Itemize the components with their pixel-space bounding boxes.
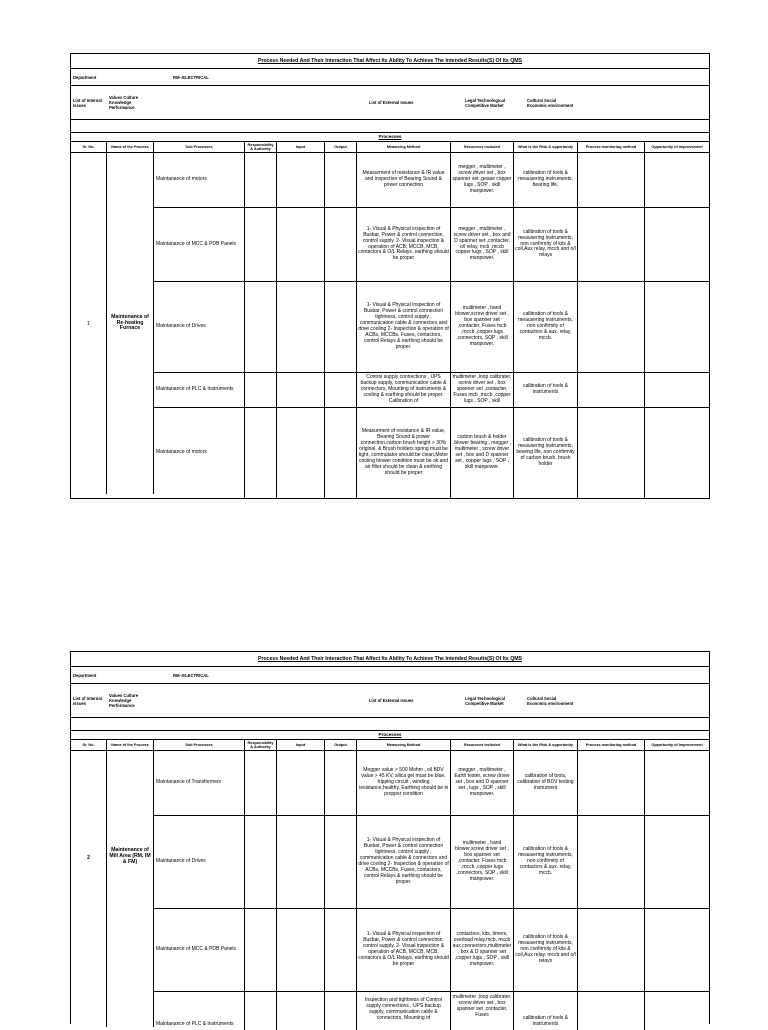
table-row [154,208,709,282]
sheet-1 [70,53,710,499]
header-risk: What is the Risk & oppertunity [514,740,578,750]
header-resources: Resources Included [451,740,514,750]
processes-text: Processes [378,134,402,139]
resp-cell [245,373,277,407]
external-issues-col2: Cultural Social Economic environment [527,97,574,108]
monitoring-cell [578,992,645,1030]
processes-text: Processes [378,732,402,737]
department-label: Department [73,672,97,678]
opportunity-cell [645,816,709,908]
header-measuring: Measuring Method [357,142,451,152]
sub-process: Maintanance of PLC & Instruments [154,373,245,407]
resp-cell [245,153,277,207]
table-row [154,153,709,208]
output-cell [325,208,357,281]
blank-row [71,718,709,731]
sub-process: Maintanance of MCC & PDB Panels [154,208,245,281]
input-cell [277,153,325,207]
measuring-method: 1- Visual & Physical inspection of Busbar, Power & control connection tightness, control supply , communication cable & connectors and drive cooling 2- Inspection & operation of ACBs, MCCBs, Fuses, contactors, control Relays & earthing should be proper. [357,816,451,908]
measuring-method: 1- Visual & Physical inspection of Busbar, Power & control connection, control supply. 2- Visual inspection & operation of ACB, MCCB, MCB, contactors & O/L Relays, earthing should be proper [357,909,451,991]
process-body-2 [71,751,709,1027]
monitoring-cell [578,751,645,815]
header-input: Input [277,142,325,152]
process-name: Maintenance of Re-heating Furnace [107,153,154,494]
output-cell [325,282,357,372]
header-row [71,740,709,751]
measuring-method: Control supply connections , UPS backup supply, communication cable & connectors, Mounting of instruments & cooling & earthing should be proper. Calibration of [357,373,451,407]
resources: carbon brush & holder ,blower bearing , megger , multimeter , screw driver set , box and D spanner set , copper lugs , SOP , skill manpower. [451,408,514,498]
output-cell [325,909,357,991]
internal-issues-label: List of Internal Issues [73,695,102,706]
department-value: RM--ELECTRICAL [173,672,209,678]
risk: calibration of tools & meausering instruments, non confirmity of kits & coil,Aux relay, mccb and o/l relays [514,208,578,281]
header-sr: Sr. No. [71,142,107,152]
internal-issues-label: List of Internal Issues [73,97,102,108]
header-output: Output [325,142,357,152]
header-input: Input [277,740,325,750]
header-row [71,142,709,153]
resources: megger , multimeter , screw driver set , box spanner set ,gease copper lugs , SOP , skill manpower. [451,153,514,207]
sub-process-rows [154,751,709,1027]
resp-cell [245,816,277,908]
issues-row [71,684,709,718]
risk: calibration of tools & meausering instruments, non confirmity of contactors & aux. relay, mccb. [514,282,578,372]
resources: multimeter , hand blower,screw driver set , box spanner set ,contacter, Fuses mcb ,mccb ,copper lugs ,connectors, SOP , skill manpower. [451,282,514,372]
sub-process: Maintanance of Drives [154,816,245,908]
opportunity-cell [645,153,709,207]
opportunity-cell [645,751,709,815]
opportunity-cell [645,282,709,372]
risk: calibration of tools & instruments [514,992,578,1030]
input-cell [277,992,325,1030]
opportunity-cell [645,909,709,991]
sub-process: Maintanance of Transformers [154,751,245,815]
output-cell [325,153,357,207]
sub-process-rows [154,153,709,494]
header-resp: Responsibility & Authority [245,740,277,750]
table-row [154,373,709,408]
processes-label [71,731,709,740]
header-monitoring: Process monitoring method [578,142,645,152]
table-row [154,408,709,498]
document-title: Process Needed And Their Interaction That Affect Its Ability To Achieve The Intended Results(S) Of Its QMS [71,54,709,69]
resources: multimeter ,loop calibrater, screw driver set , box spanner set ,contacter, Fuses [451,992,514,1030]
monitoring-cell [578,909,645,991]
header-output: Output [325,740,357,750]
input-cell [277,909,325,991]
monitoring-cell [578,282,645,372]
process-name: Maintenance of Mill Area (RM, IM & FM) [107,751,154,1027]
resp-cell [245,208,277,281]
header-opportunity: Opportunity of improvement [651,145,703,149]
department-value: RM--ELECTRICAL [173,74,209,80]
header-opportunity: Opportunity of improvement [651,743,703,747]
table-row [154,909,709,992]
header-monitoring: Process monitoring method [578,740,645,750]
input-cell [277,282,325,372]
header-measuring: Measuring Method [357,740,451,750]
blank-row [71,120,709,133]
table-row [154,751,709,816]
risk: calibration of tools & meausering instruments, non confirmity of contactors & aux. relay, mccb. [514,816,578,908]
sub-process: Maintanance of PLC & Instruments [154,992,245,1030]
opportunity-cell [645,373,709,407]
table-row [154,992,709,1030]
external-issues-col2: Cultural Social Economic environment [527,695,574,706]
serial-number: 1 [71,153,107,494]
resources: megger , multimeter , screw driver set , box and D spanner set ,contacter, o/l relay, mcb ,mccb copper lugs , SOP , skill manpower. [451,208,514,281]
resources: megger , multimeter , Earth tester, screw driver set , box and D spanner set , lugs , SOP , skill manpower. [451,751,514,815]
input-cell [277,208,325,281]
external-issues-col1: Legal Technological Competitive Market [465,97,505,108]
internal-issues-value: Values Culture Knowledge Performance [109,693,139,708]
resp-cell [245,408,277,498]
output-cell [325,373,357,407]
external-issues-col1: Legal Technological Competitive Market [465,695,505,706]
risk: calibration of tools & meausering instruments, bearing life, non confirmity of carbon brush, brush holder [514,408,578,498]
resources: multimeter , hand blower,screw driver set , box spanner set ,contacter, Fuses mcb ,mccb ,copper lugs ,connectors, SOP , skill manpower. [451,816,514,908]
header-sr: Sr. No. [71,740,107,750]
opportunity-cell [645,992,709,1030]
measuring-method: Megger value > 500 Mohm , oil BDV value > 45 KV, silica gel must be blue, tripping circuit , winding resistance,healthy, Earthing should be in propper condition [357,751,451,815]
output-cell [325,992,357,1030]
department-row [71,69,709,86]
monitoring-cell [578,816,645,908]
header-sub: Sub Processes [154,142,245,152]
header-sub: Sub Processes [154,740,245,750]
measuring-method: 1- Visual & Physical inspection of Busbar, Power & control connection, control supply. 2- Visual inspection & operation of ACB, MCCB, MCB, contactors & O/L Relays, earthing should be proper [357,208,451,281]
table-row [154,282,709,373]
external-issues-label: List of External Issues [369,698,414,703]
department-row [71,667,709,684]
monitoring-cell [578,153,645,207]
input-cell [277,816,325,908]
input-cell [277,408,325,498]
monitoring-cell [578,208,645,281]
issues-row [71,86,709,120]
risk: calibration of tools & meausering instruments, bearing life, [514,153,578,207]
sub-process: Maintanance of MCC & PDB Panels [154,909,245,991]
risk: calibration of tools, calibration of BDV testing instrument [514,751,578,815]
risk: calibration of tools & instruments [514,373,578,407]
serial-number: 2 [71,751,107,1027]
sub-process: Maintanance of motors [154,408,245,498]
header-name: Name of the Process [107,740,154,750]
risk: calibration of tools & meausering instruments, non confirmity of kits & coil,Aux relay, mccb and o/l relays [514,909,578,991]
department-label: Department [73,74,97,80]
opportunity-cell [645,408,709,498]
resp-cell [245,282,277,372]
sub-process: Maintanance of Drives [154,282,245,372]
measuring-method: Inspection and tightness of Control supply connections , UPS backup supply, communication cable & connectors, Mounting of [357,992,451,1030]
header-resources: Resources Included [451,142,514,152]
opportunity-cell [645,208,709,281]
sub-process: Maintanance of motors [154,153,245,207]
resp-cell [245,909,277,991]
document-title: Process Needed And Their Interaction That Affect Its Ability To Achieve The Intended Results(S) Of Its QMS [71,652,709,667]
input-cell [277,373,325,407]
sheet-2 [70,651,710,1028]
resp-cell [245,751,277,815]
input-cell [277,751,325,815]
monitoring-cell [578,408,645,498]
resources: contactors, kits, timers, overload relay,mcb, mccb aux connectors,multimeter , box & D spanner set ,copper lugs , SOP , skill manpower. [451,909,514,991]
measuring-method: 1- Visual & Physical inspection of Busbar, Power & control connection tightness, control supply , communication cable & connectors and drive cooling 2- Inspection & operation of ACBs, MCCBs, Fuses, contactors, control Relays & earthing should be proper. [357,282,451,372]
output-cell [325,408,357,498]
output-cell [325,816,357,908]
header-name: Name of the Process [107,142,154,152]
header-resp: Responsibility & Authority [245,142,277,152]
output-cell [325,751,357,815]
process-body-1 [71,153,709,494]
header-risk: What is the Risk & oppertunity [514,142,578,152]
table-row [154,816,709,909]
internal-issues-value: Values Culture Knowledge Performance [109,95,139,110]
resp-cell [245,992,277,1030]
processes-label [71,133,709,142]
measuring-method: Measurment of resistance & IR value and inspection of Bearing Sound & power connection [357,153,451,207]
resources: multimeter ,loop calibrater, screw driver set , box spanner set ,contacter, Fuses mcb ,mccb ,copper lugs , SOP , skill [451,373,514,407]
external-issues-label: List of External Issues [369,100,414,105]
measuring-method: Measurment of resistance & IR value, Bearing Sound & power connection,carbon brush height > 30% original, & Brush holders spring must be tight, commutator should be clean,Motor cooling blower condition must be ok and air filter should be clean & earthing should be proper [357,408,451,498]
monitoring-cell [578,373,645,407]
